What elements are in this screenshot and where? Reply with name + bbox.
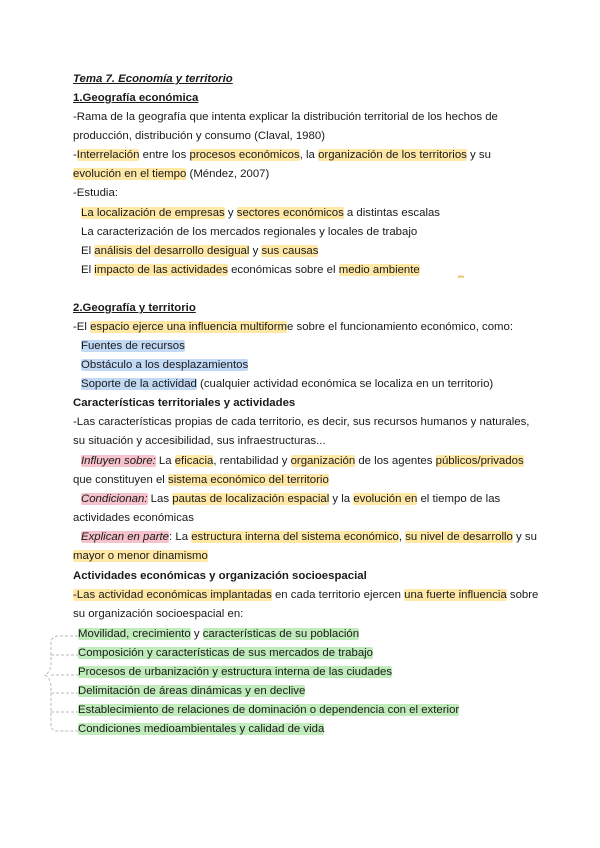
list-item: El análisis del desarrollo desigual y sus causas [81, 245, 319, 257]
studies-label: -Estudia: [73, 187, 118, 199]
explican-line1: Explican en parte: La estructura interna del sistema económico, su nivel de desarrollo y su [81, 531, 537, 543]
list-item: Composición y características de sus mercados de trabajo [78, 647, 374, 659]
section3-intro-line1: -Las actividad económicas implantadas en cada territorio ejercen una fuerte influencia sobre [73, 589, 539, 601]
section2-heading: 2.Geografía y territorio [73, 302, 196, 314]
section1-definition2-line1: -Interrelación entre los procesos económicos, la organización de los territorios y su [73, 149, 491, 161]
section3-heading: Actividades económicas y organización socioespacial [73, 570, 367, 582]
page-title: Tema 7. Economía y territorio [73, 73, 233, 85]
list-item: Establecimiento de relaciones de dominación o dependencia con el exterior [78, 704, 460, 716]
list-item: La caracterización de los mercados regionales y locales de trabajo [81, 226, 418, 238]
list-item: Soporte de la actividad (cualquier actividad económica se localiza en un territorio) [81, 378, 494, 390]
section3-intro-line2: su organización socioespacial en: [73, 608, 244, 620]
condicionan-line2: actividades económicas [73, 512, 194, 524]
characteristics-line2: su situación y accesibilidad, sus infraestructuras... [73, 435, 326, 447]
list-item: Delimitación de áreas dinámicas y en declive [78, 685, 306, 697]
list-item: El impacto de las actividades económicas sobre el medio ambiente [81, 264, 420, 276]
list-item: Obstáculo a los desplazamientos [81, 359, 249, 371]
section1-heading: 1.Geografía económica [73, 92, 199, 104]
section1-definition-line2: producción, distribución y consumo (Claval, 1980) [73, 130, 325, 142]
list-item: Procesos de urbanización y estructura interna de las ciudades [78, 666, 393, 678]
list-item: Fuentes de recursos [81, 340, 185, 352]
list-item: Condiciones medioambientales y calidad de vida [78, 723, 325, 735]
list-item: Movilidad, crecimiento y características de su población [78, 628, 360, 640]
condicionan-line1: Condicionan: Las pautas de localización espacial y la evolución en el tiempo de las [81, 493, 501, 505]
section1-definition2-line2: evolución en el tiempo (Méndez, 2007) [73, 168, 270, 180]
section1-definition-line1: -Rama de la geografía que intenta explicar la distribución territorial de los hechos de [73, 111, 498, 123]
influyen-line1: Influyen sobre: La eficacia, rentabilidad y organización de los agentes públicos/privados [81, 455, 524, 467]
section2-intro: -El espacio ejerce una influencia multiforme sobre el funcionamiento económico, como: [73, 321, 514, 333]
characteristics-line1: -Las características propias de cada territorio, es decir, sus recursos humanos y naturales, [73, 416, 530, 428]
list-item: La localización de empresas y sectores económicos a distintas escalas [81, 207, 441, 219]
influyen-line2: que constituyen el sistema económico del territorio [73, 474, 329, 486]
explican-line2: mayor o menor dinamismo [73, 550, 208, 562]
subheading-territorial: Características territoriales y actividades [73, 397, 296, 409]
